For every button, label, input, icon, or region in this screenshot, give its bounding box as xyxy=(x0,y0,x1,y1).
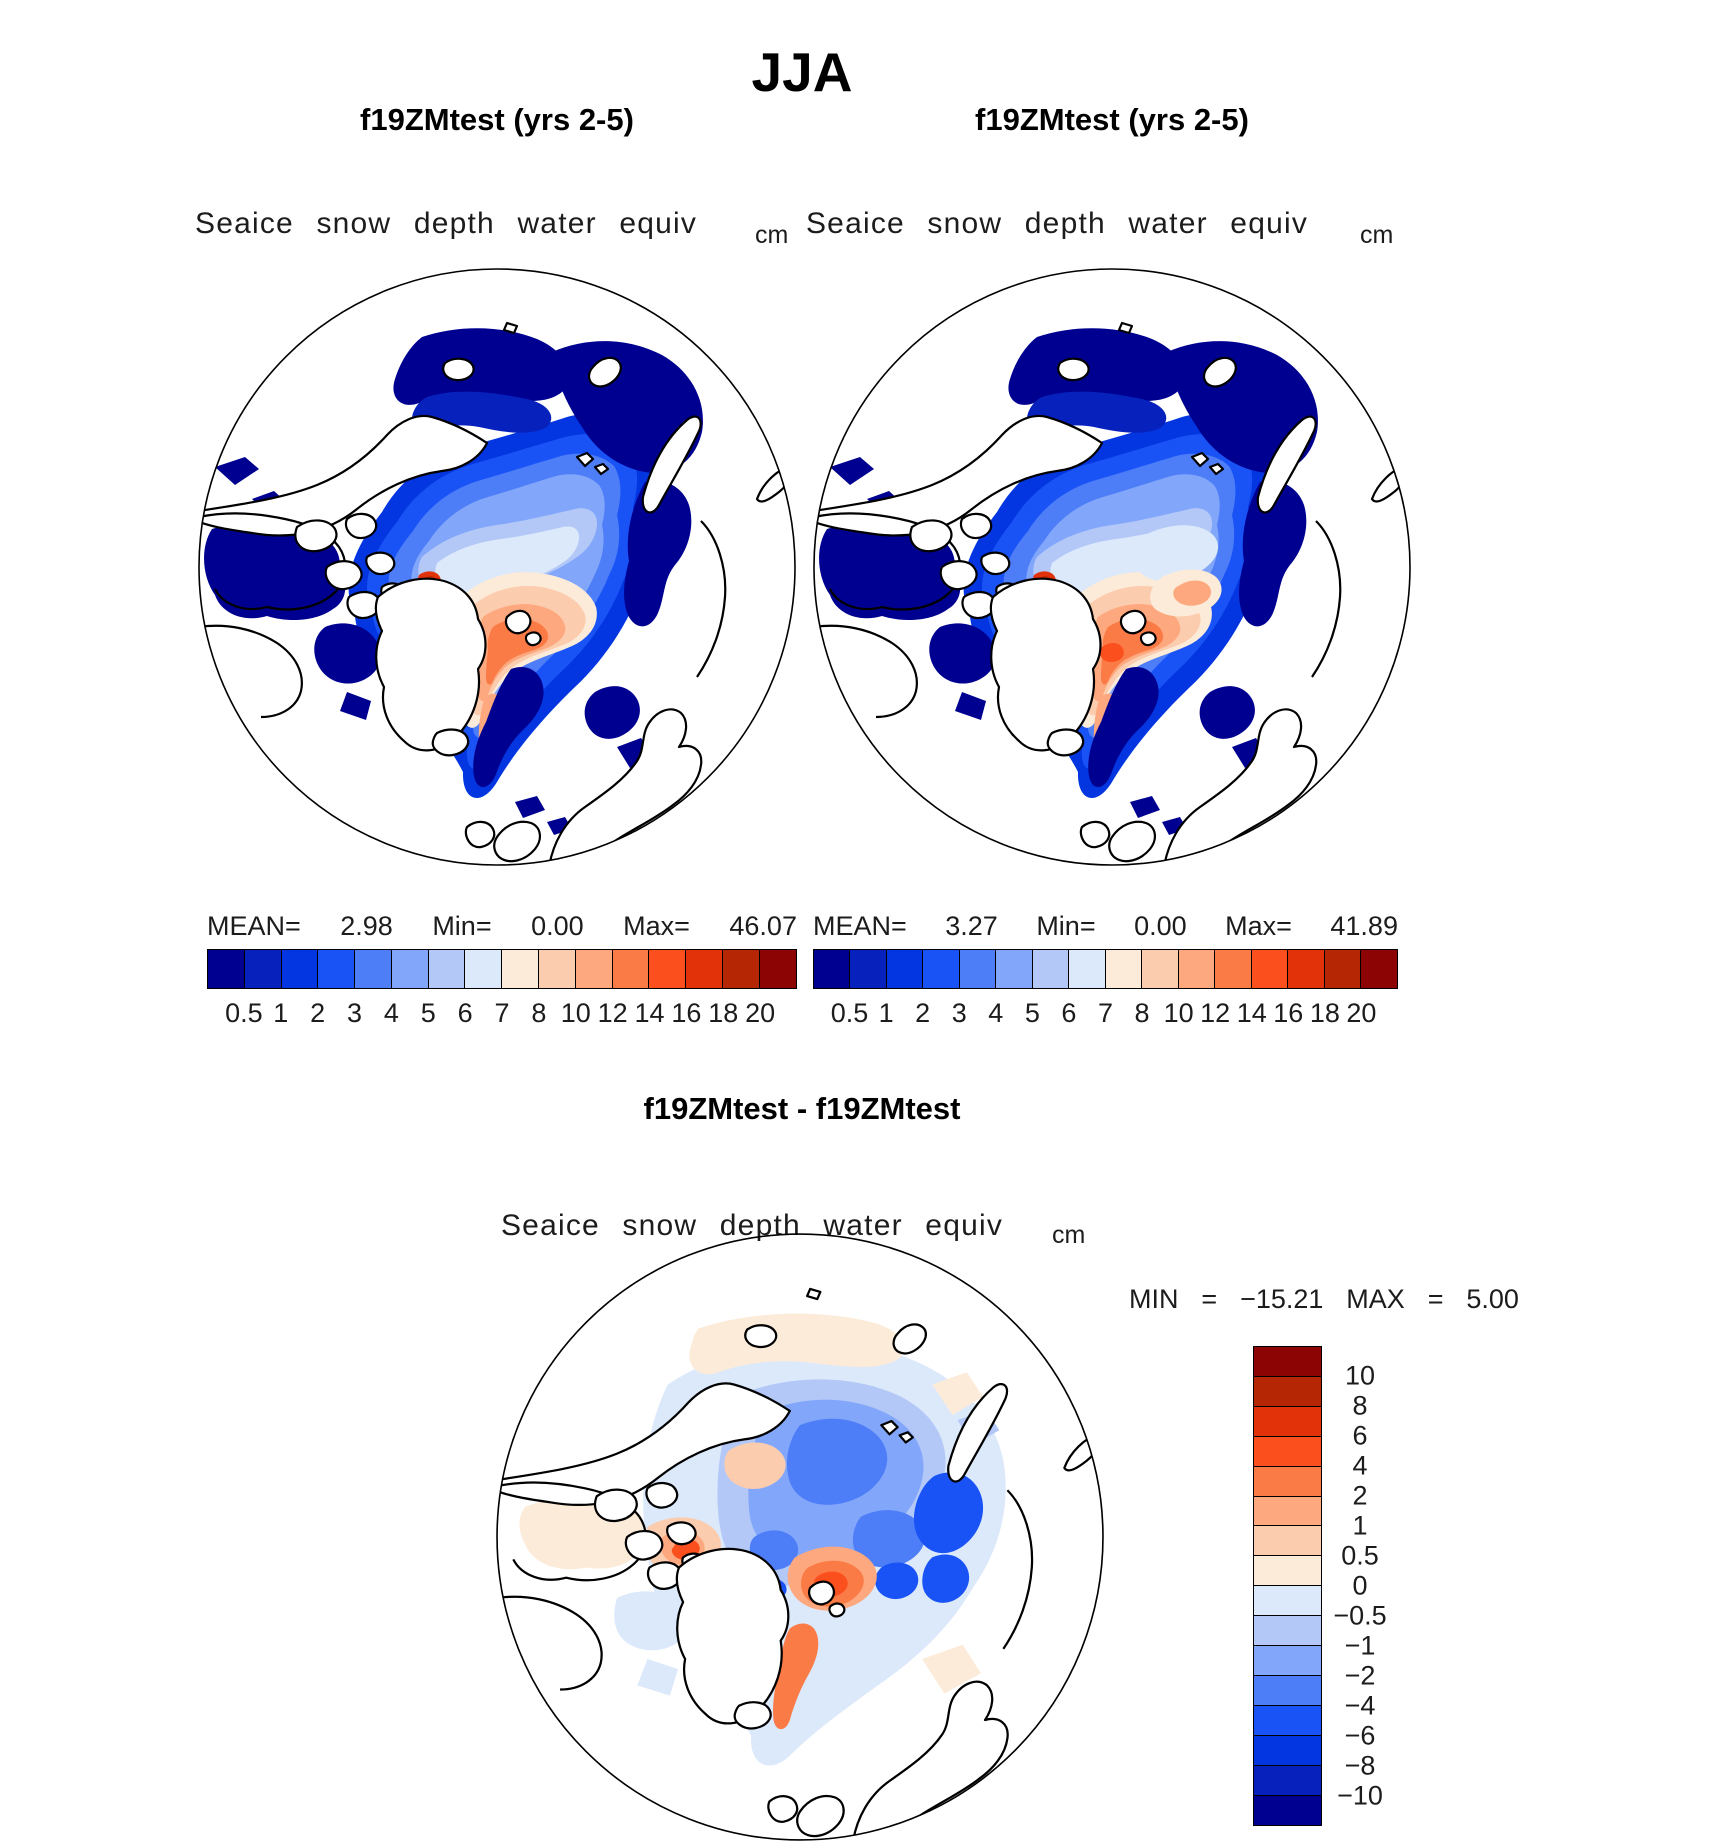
tick-label: 8 xyxy=(1134,998,1150,1028)
colorbar-cell xyxy=(501,949,539,989)
colorbar-cell xyxy=(1253,1735,1322,1767)
colorbar-cell xyxy=(1251,949,1289,989)
colorbar-ticks-right xyxy=(813,998,1398,1032)
colorbar-cell xyxy=(1214,949,1252,989)
colorbar-cell xyxy=(1287,949,1325,989)
colorbar-cell xyxy=(575,949,613,989)
max-value: 5.00 xyxy=(1466,1284,1519,1314)
colorbar-cell xyxy=(1324,949,1362,989)
colorbar-right xyxy=(813,949,1398,989)
tick-label: 7 xyxy=(1097,998,1114,1028)
tick-label: 18 xyxy=(1309,998,1340,1028)
stats-row-right xyxy=(813,911,1398,942)
colorbar-cell xyxy=(849,949,887,989)
tick-label: −8 xyxy=(1344,1750,1376,1781)
mean-label: MEAN= xyxy=(813,911,907,941)
tick-label: 5 xyxy=(1024,998,1040,1028)
tick-label: 4 xyxy=(988,998,1004,1028)
tick-label: 12 xyxy=(1200,998,1231,1028)
colorbar-cell xyxy=(1253,1675,1322,1707)
tick-label: 1 xyxy=(273,998,289,1028)
colorbar-cell xyxy=(1253,1765,1322,1797)
colorbar-cell xyxy=(722,949,760,989)
tick-label: −6 xyxy=(1344,1720,1376,1751)
stats-row-diff xyxy=(1129,1284,1519,1315)
map-panel-diff xyxy=(495,1232,1105,1842)
colorbar-cell xyxy=(1253,1496,1322,1528)
colorbar-cell xyxy=(428,949,466,989)
colorbar-cell xyxy=(1253,1436,1322,1468)
tick-label: 7 xyxy=(494,998,510,1028)
colorbar-cell xyxy=(1178,949,1216,989)
max-label: MAX xyxy=(1346,1284,1405,1314)
colorbar-cell xyxy=(1253,1585,1322,1617)
tick-label: −0.5 xyxy=(1333,1600,1387,1631)
colorbar-cell xyxy=(648,949,686,989)
tick-label: 14 xyxy=(634,998,665,1028)
colorbar-cell xyxy=(685,949,723,989)
colorbar-cell xyxy=(1253,1705,1322,1737)
colorbar-left xyxy=(207,949,797,989)
units-label-left: cm xyxy=(755,221,789,249)
mean-value: 2.98 xyxy=(340,911,393,941)
max-label: Max= xyxy=(1225,911,1292,941)
field-label-diff: Seaice snow depth water equiv xyxy=(500,1209,1004,1242)
tick-label: 6 xyxy=(1061,998,1077,1028)
colorbar-cell xyxy=(1253,1406,1322,1438)
min-value: 0.00 xyxy=(531,911,584,941)
colorbar-ticks-left xyxy=(207,998,797,1032)
panel-title-diff: f19ZMtest - f19ZMtest xyxy=(643,1091,961,1126)
tick-label: 5 xyxy=(420,998,436,1028)
colorbar-cell xyxy=(1032,949,1070,989)
tick-label: 6 xyxy=(457,998,473,1028)
colorbar-cell xyxy=(1360,949,1398,989)
colorbar-ticks-diff xyxy=(1322,1346,1398,1826)
tick-label: 0.5 xyxy=(1341,1540,1379,1571)
tick-label: 1 xyxy=(878,998,894,1028)
tick-label: 4 xyxy=(1352,1450,1368,1481)
tick-label: 8 xyxy=(531,998,547,1028)
mean-label: MEAN= xyxy=(207,911,301,941)
tick-label: 14 xyxy=(1236,998,1267,1028)
panel-title-right: f19ZMtest (yrs 2-5) xyxy=(975,102,1249,137)
colorbar-cell xyxy=(1068,949,1106,989)
colorbar-cell xyxy=(886,949,924,989)
colorbar-cell xyxy=(612,949,650,989)
colorbar-cell xyxy=(317,949,355,989)
tick-label: 3 xyxy=(951,998,967,1028)
tick-label: 10 xyxy=(560,998,591,1028)
tick-label: 20 xyxy=(745,998,776,1028)
colorbar-cell xyxy=(1253,1555,1322,1587)
tick-label: −4 xyxy=(1344,1690,1376,1721)
colorbar-cell xyxy=(922,949,960,989)
tick-label: 2 xyxy=(310,998,326,1028)
map-panel-left xyxy=(197,267,797,867)
field-label-right: Seaice snow depth water equiv xyxy=(805,207,1309,240)
colorbar-cell xyxy=(1253,1645,1322,1677)
colorbar-cell xyxy=(391,949,429,989)
tick-label: 8 xyxy=(1352,1390,1368,1421)
tick-label: 12 xyxy=(597,998,628,1028)
min-value: −15.21 xyxy=(1240,1284,1324,1314)
stats-row-left xyxy=(207,911,797,942)
field-label-left: Seaice snow depth water equiv xyxy=(195,207,698,240)
colorbar-cell xyxy=(538,949,576,989)
max-value: 46.07 xyxy=(729,911,797,941)
colorbar-cell xyxy=(1253,1795,1322,1827)
tick-label: 4 xyxy=(383,998,399,1028)
colorbar-cell xyxy=(1141,949,1179,989)
tick-label: 10 xyxy=(1344,1360,1376,1391)
colorbar-cell xyxy=(464,949,502,989)
tick-label: 2 xyxy=(1352,1480,1368,1511)
equals-sign: = xyxy=(1201,1284,1218,1314)
tick-label: 2 xyxy=(915,998,931,1028)
tick-label: 10 xyxy=(1163,998,1194,1028)
tick-label: 0.5 xyxy=(225,998,263,1028)
min-label: Min= xyxy=(1036,911,1096,941)
colorbar-cell xyxy=(1105,949,1143,989)
tick-label: −10 xyxy=(1337,1780,1383,1811)
units-label-diff: cm xyxy=(1052,1221,1086,1249)
tick-label: 0.5 xyxy=(830,998,869,1028)
colorbar-cell xyxy=(1253,1376,1322,1408)
colorbar-cell xyxy=(959,949,997,989)
min-value: 0.00 xyxy=(1134,911,1187,941)
tick-label: −1 xyxy=(1344,1630,1376,1661)
min-label: MIN xyxy=(1129,1284,1179,1314)
colorbar-cell xyxy=(207,949,245,989)
equals-sign: = xyxy=(1427,1284,1444,1314)
colorbar-cell xyxy=(1253,1346,1322,1378)
min-label: Min= xyxy=(432,911,492,941)
figure-season-title: JJA xyxy=(751,41,853,103)
tick-label: 20 xyxy=(1346,998,1377,1028)
colorbar-cell xyxy=(281,949,319,989)
colorbar-cell xyxy=(354,949,392,989)
tick-label: −2 xyxy=(1344,1660,1376,1691)
tick-label: 3 xyxy=(346,998,363,1028)
colorbar-diff xyxy=(1253,1346,1322,1826)
map-panel-right xyxy=(812,267,1412,867)
units-label-right: cm xyxy=(1360,221,1394,249)
max-label: Max= xyxy=(623,911,690,941)
tick-label: 1 xyxy=(1352,1510,1368,1541)
tick-label: 16 xyxy=(1273,998,1304,1028)
tick-label: 0 xyxy=(1352,1570,1368,1601)
colorbar-cell xyxy=(244,949,282,989)
panel-title-left: f19ZMtest (yrs 2-5) xyxy=(360,102,634,137)
mean-value: 3.27 xyxy=(945,911,998,941)
colorbar-cell xyxy=(1253,1466,1322,1498)
colorbar-cell xyxy=(1253,1525,1322,1557)
tick-label: 6 xyxy=(1352,1420,1368,1451)
max-value: 41.89 xyxy=(1330,911,1398,941)
colorbar-cell xyxy=(995,949,1033,989)
colorbar-cell xyxy=(1253,1615,1322,1647)
tick-label: 16 xyxy=(671,998,702,1028)
tick-label: 18 xyxy=(708,998,739,1028)
colorbar-cell xyxy=(813,949,851,989)
colorbar-cell xyxy=(759,949,797,989)
